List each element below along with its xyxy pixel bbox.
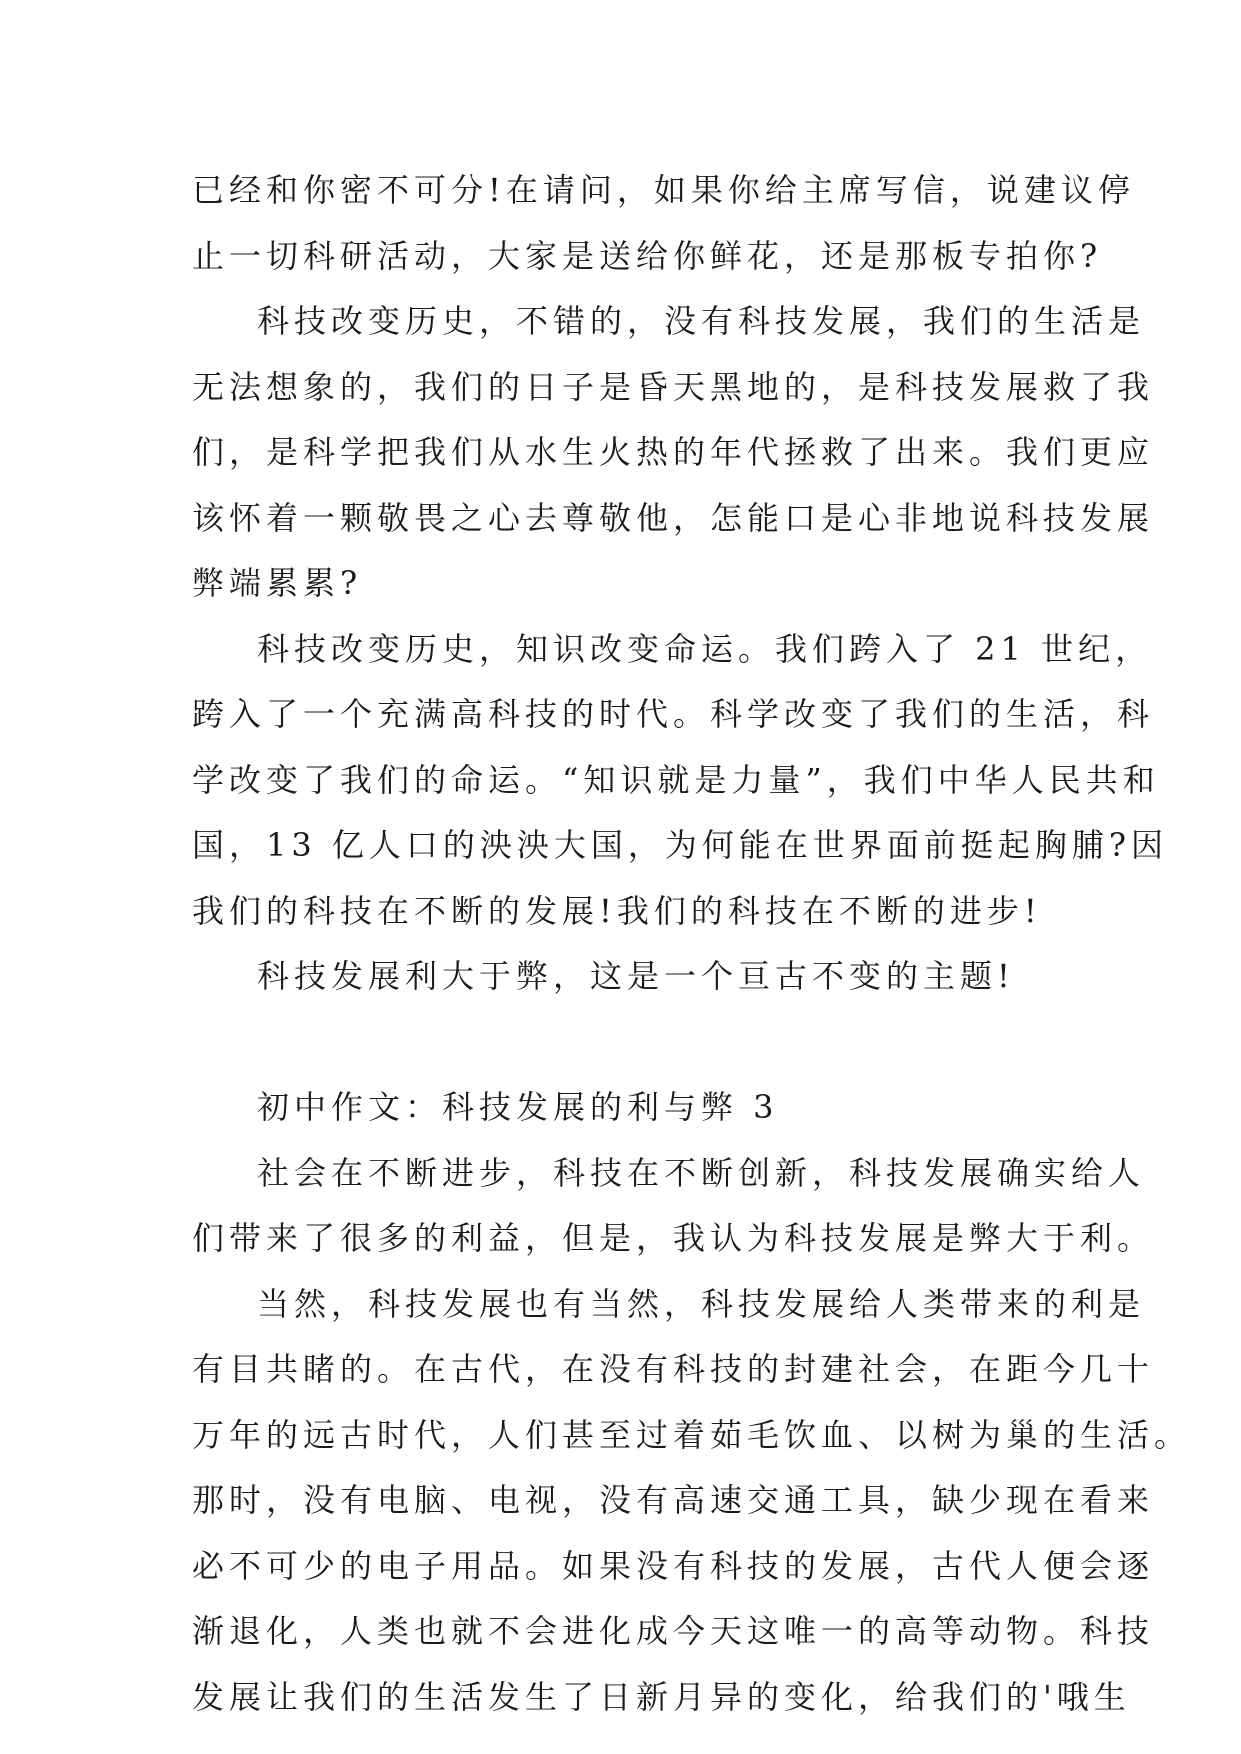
text-line: 该怀着一颗敬畏之心去尊敬他，怎能口是心非地说科技发展 <box>192 498 1155 537</box>
text-line: 有目共睹的。在古代，在没有科技的封建社会，在距今几十 <box>192 1350 1155 1388</box>
text-line: 们带来了很多的利益，但是，我认为科技发展是弊大于利。 <box>192 1219 1155 1257</box>
text-line: 发展让我们的生活发生了日新月异的变化，给我们的'哦生 <box>192 1677 1131 1716</box>
blank-line <box>192 1010 1072 1076</box>
text-line: 止一切科研活动，大家是送给你鲜花，还是那板专拍你? <box>192 236 1103 275</box>
text-line: 跨入了一个充满高科技的时代。科学改变了我们的生活，科 <box>192 695 1155 733</box>
text-line: 科技发展利大于弊，这是一个亘古不变的主题! <box>257 957 1015 995</box>
text-line: 科技改变历史，知识改变命运。我们跨入了 21 世纪， <box>257 629 1153 668</box>
text-line: 们，是科学把我们从水生火热的年代拯救了出来。我们更应 <box>192 433 1155 471</box>
text-line: 社会在不断进步，科技在不断创新，科技发展确实给人 <box>257 1153 1146 1192</box>
essay-body <box>192 158 1192 1730</box>
text-line: 那时，没有电脑、电视，没有高速交通工具，缺少现在看来 <box>192 1481 1155 1519</box>
text-line: 渐退化，人类也就不会进化成今天这唯一的高等动物。科技 <box>192 1612 1155 1650</box>
text-line: 弊端累累? <box>192 564 363 602</box>
text-line: 学改变了我们的命运。“知识就是力量”，我们中华人民共和 <box>192 760 1160 799</box>
text-line: 我们的科技在不断的发展!我们的科技在不断的进步! <box>192 891 1042 930</box>
text-line: 初中作文：科技发展的利与弊 3 <box>257 1088 779 1126</box>
text-line: 当然，科技发展也有当然，科技发展给人类带来的利是 <box>257 1284 1146 1323</box>
text-line: 必不可少的电子用品。如果没有科技的发展，古代人便会逐 <box>192 1546 1155 1585</box>
text-line: 已经和你密不可分!在请问，如果你给主席写信，说建议停 <box>192 171 1135 209</box>
text-line: 无法想象的，我们的日子是昏天黑地的，是科技发展救了我 <box>192 367 1155 406</box>
text-line: 科技改变历史，不错的，没有科技发展，我们的生活是 <box>257 302 1146 340</box>
text-line: 万年的远古时代，人们甚至过着茹毛饮血、以树为巢的生活。 <box>192 1415 1192 1454</box>
text-line: 国，13 亿人口的泱泱大国，为何能在世界面前挺起胸脯?因 <box>192 826 1169 864</box>
